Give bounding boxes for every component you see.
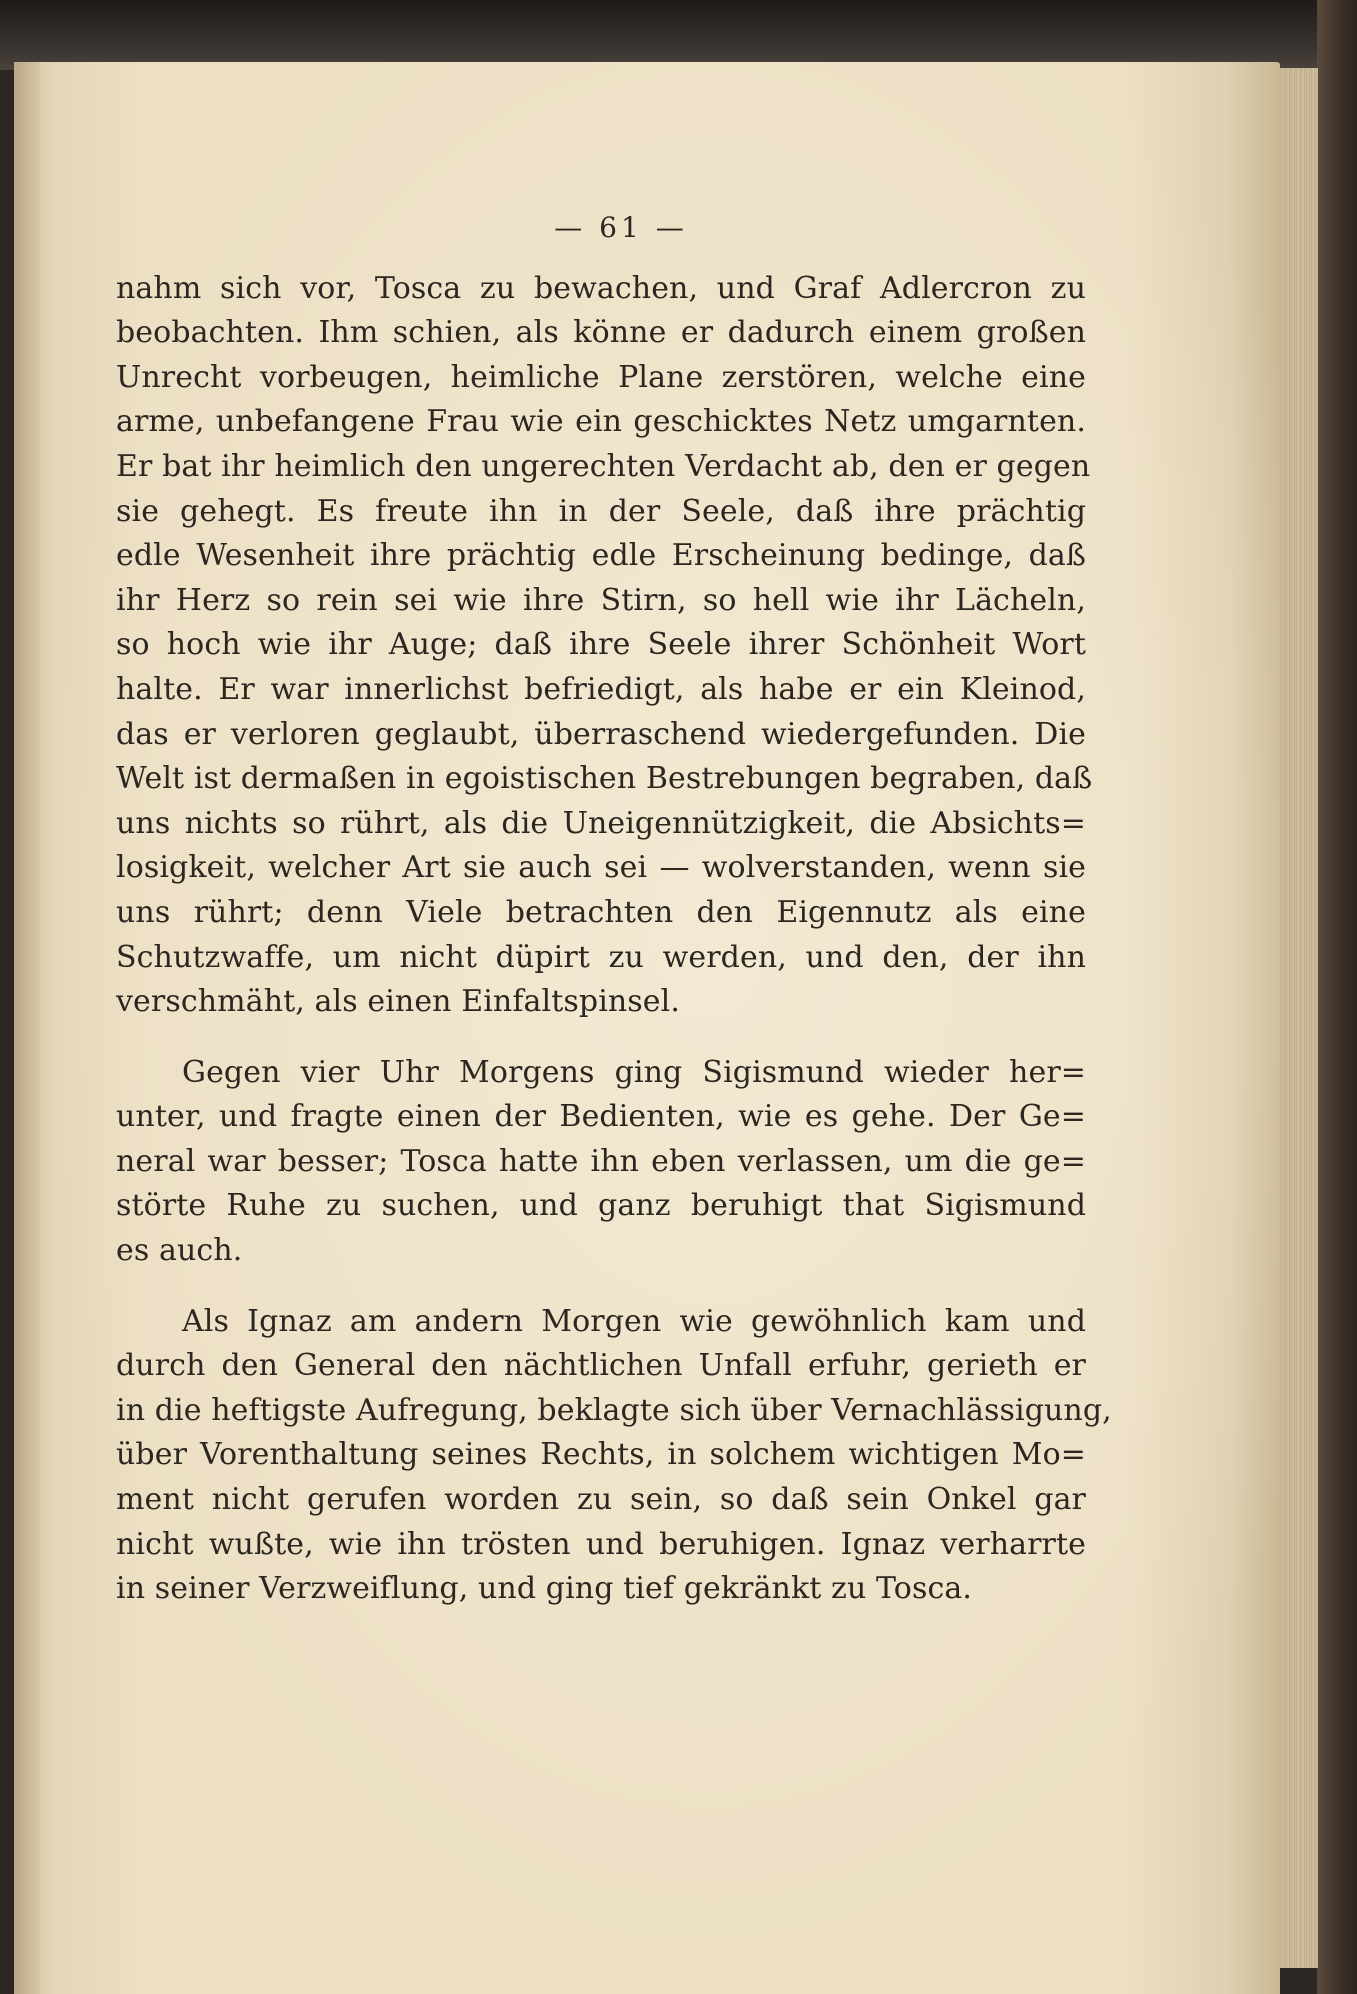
text-line: uns rührt; denn Viele betrachten den Eigennutz als eine <box>116 894 1086 930</box>
paragraph-gap <box>116 1274 1086 1300</box>
text-line: Unrecht vorbeugen, heimliche Plane zerstören, welche eine <box>116 359 1086 395</box>
text-line: beobachten. Ihm schien, als könne er dadurch einem großen <box>116 315 1086 351</box>
text-line: halte. Er war innerlichst befriedigt, als habe er ein Kleinod, <box>116 671 1086 707</box>
book-cover-right <box>1317 0 1357 1994</box>
text-line: Als Ignaz am andern Morgen wie gewöhnlich kam und <box>182 1303 1086 1339</box>
text-line: ihr Herz so rein sei wie ihre Stirn, so hell wie ihr Lächeln, <box>116 582 1086 618</box>
text-line: so hoch wie ihr Auge; daß ihre Seele ihrer Schönheit Wort <box>116 627 1086 663</box>
text-line: ment nicht gerufen worden zu sein, so daß sein Onkel gar <box>116 1482 1086 1518</box>
text-line: neral war besser; Tosca hatte ihn eben verlassen, um die ge= <box>116 1143 1086 1179</box>
text-line: uns nichts so rührt, als die Uneigennützigkeit, die Absichts= <box>116 805 1086 841</box>
text-line: losigkeit, welcher Art sie auch sei — wolverstanden, wenn sie <box>116 850 1086 886</box>
text-line: störte Ruhe zu suchen, und ganz beruhigt that Sigismund <box>116 1188 1086 1224</box>
text-line: edle Wesenheit ihre prächtig edle Erscheinung bedinge, daß <box>116 538 1086 574</box>
text-line: nicht wußte, wie ihn trösten und beruhigen. Ignaz verharrte <box>116 1526 1086 1562</box>
text-line: Er bat ihr heimlich den ungerechten Verdacht ab, den er gegen <box>116 448 1091 484</box>
text-line: unter, und fragte einen der Bedienten, wie es gehe. Der Ge= <box>116 1099 1086 1135</box>
text-line: durch den General den nächtlichen Unfall erfuhr, gerieth er <box>116 1348 1086 1384</box>
text-line: das er verloren geglaubt, überraschend wiedergefunden. Die <box>116 716 1086 752</box>
text-line: nahm sich vor, Tosca zu bewachen, und Graf Adlercron zu <box>116 270 1086 306</box>
paragraph-3 <box>116 1300 1112 1612</box>
page-gutter <box>14 62 40 1994</box>
text-line: über Vorenthaltung seines Rechts, in solchem wichtigen Mo= <box>116 1437 1086 1473</box>
text-line: arme, unbefangene Frau wie ein geschicktes Netz umgarnten. <box>116 404 1086 440</box>
page-text <box>116 206 1112 1612</box>
book-cover-top <box>0 0 1357 70</box>
text-line: Gegen vier Uhr Morgens ging Sigismund wieder her= <box>182 1054 1086 1090</box>
text-line: es auch. <box>116 1233 243 1269</box>
text-line: verschmäht, als einen Einfaltspinsel. <box>116 984 680 1020</box>
text-line: Welt ist dermaßen in egoistischen Bestrebungen begraben, daß <box>116 761 1093 797</box>
text-line: Schutzwaffe, um nicht düpirt zu werden, und den, der ihn <box>116 939 1086 975</box>
page-edges <box>1280 68 1318 1968</box>
text-line: sie gehegt. Es freute ihn in der Seele, daß ihre prächtig <box>116 493 1086 529</box>
text-line: in die heftigste Aufregung, beklagte sich über Vernachlässigung, <box>116 1392 1112 1428</box>
paragraph-2 <box>116 1051 1086 1274</box>
paragraph-1 <box>116 267 1093 1025</box>
page-number: — 61 — <box>554 211 688 244</box>
paragraph-gap <box>116 1025 1086 1051</box>
text-line: in seiner Verzweiflung, und ging tief gekränkt zu Tosca. <box>116 1571 972 1607</box>
